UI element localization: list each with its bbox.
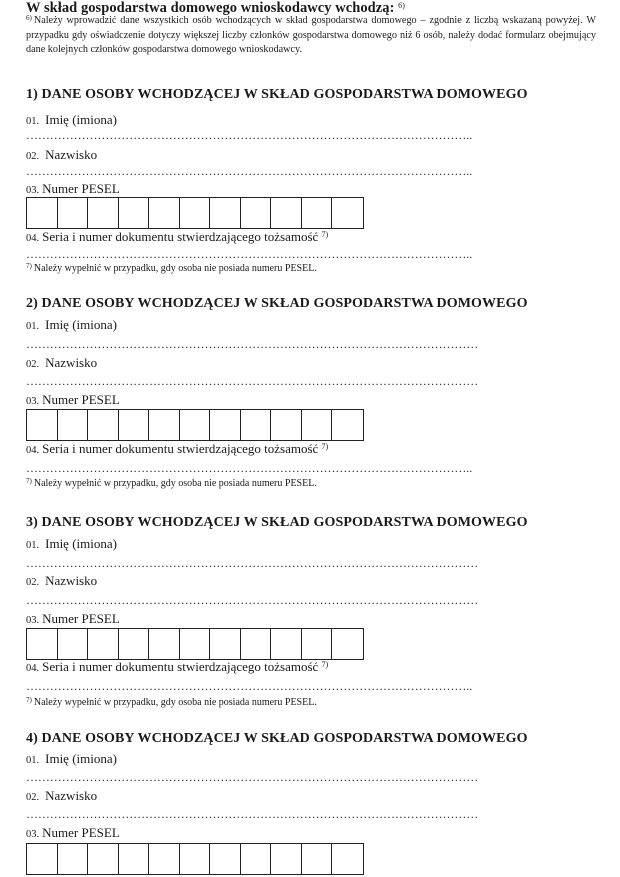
section-2-document-label: 04. Seria i numer dokumentu stwierdzającego tożsamość $^{7)}$ xyxy=(26,441,329,456)
form-heading: W skład gospodarstwa domowego wnioskodawcy wchodzą: $^{6)}$ xyxy=(26,0,405,16)
section-3-first-name-field[interactable]: …………………………………………………………………………………………………… xyxy=(26,556,479,570)
section-4-last-name-field[interactable]: …………………………………………………………………………………………………… xyxy=(26,807,479,821)
pesel-digit-box[interactable] xyxy=(27,198,58,228)
section-2-pesel-label: 03. Numer PESEL xyxy=(26,392,120,407)
pesel-digit-box[interactable] xyxy=(88,629,119,659)
section-4-first-name-field[interactable]: …………………………………………………………………………………………………… xyxy=(26,770,479,784)
pesel-digit-box[interactable] xyxy=(88,410,119,440)
pesel-digit-box[interactable] xyxy=(302,410,333,440)
section-1-pesel-label: 03. Numer PESEL xyxy=(26,181,120,196)
section-1-document-field[interactable]: ………………………………………………………………………………………………….. xyxy=(26,247,473,261)
pesel-digit-box[interactable] xyxy=(241,844,272,874)
section-3-document-label: 04. Seria i numer dokumentu stwierdzającego tożsamość $^{7)}$ xyxy=(26,659,329,674)
pesel-digit-box[interactable] xyxy=(149,198,180,228)
pesel-digit-box[interactable] xyxy=(271,629,302,659)
section-3-first-name-label: 01. Imię (imiona) xyxy=(26,536,117,551)
pesel-digit-box[interactable] xyxy=(119,844,150,874)
section-1-document-label: 04. Seria i numer dokumentu stwierdzającego tożsamość $^{7)}$ xyxy=(26,229,329,244)
section-1-last-name-field[interactable]: ………………………………………………………………………………………………….. xyxy=(26,164,473,178)
pesel-digit-box[interactable] xyxy=(149,410,180,440)
pesel-digit-box[interactable] xyxy=(332,844,363,874)
pesel-digit-box[interactable] xyxy=(271,844,302,874)
pesel-digit-box[interactable] xyxy=(302,629,333,659)
pesel-digit-box[interactable] xyxy=(27,844,58,874)
section-3-pesel-boxes[interactable] xyxy=(26,628,364,660)
section-3-footnote: $^{7)}$ Należy wypełnić w przypadku, gdy osoba nie posiada numeru PESEL. xyxy=(26,696,317,708)
pesel-digit-box[interactable] xyxy=(241,198,272,228)
section-3-last-name-label: 02. Nazwisko xyxy=(26,573,98,588)
pesel-digit-box[interactable] xyxy=(27,629,58,659)
pesel-digit-box[interactable] xyxy=(241,410,272,440)
pesel-digit-box[interactable] xyxy=(332,410,363,440)
section-3-title: 3) DANE OSOBY WCHODZĄCEJ W SKŁAD GOSPODARSTWA DOMOWEGO xyxy=(26,515,528,530)
pesel-digit-box[interactable] xyxy=(210,629,241,659)
pesel-digit-box[interactable] xyxy=(58,844,89,874)
section-3-document-field[interactable]: ………………………………………………………………………………………………….. xyxy=(26,679,473,693)
pesel-digit-box[interactable] xyxy=(119,410,150,440)
household-note: $^{6)}$ Należy wprowadzić dane wszystkich osób wchodzących w skład gospodarstwa domowego – zgodnie z liczbą wskazaną powyżej. W przypadku gdy oświadczenie dotyczy większej liczby członków gospodarstwa domowego niż 6 osób, należy dodać formularz obejmujący dane kolejnych członków gospodarstwa domowego wnioskodawcy. xyxy=(26,14,596,55)
section-2-last-name-field[interactable]: …………………………………………………………………………………………………… xyxy=(26,374,479,388)
section-2-footnote: $^{7)}$ Należy wypełnić w przypadku, gdy osoba nie posiada numeru PESEL. xyxy=(26,477,317,489)
pesel-digit-box[interactable] xyxy=(180,410,211,440)
section-4-pesel-boxes[interactable] xyxy=(26,843,364,875)
section-2-first-name-label: 01. Imię (imiona) xyxy=(26,317,117,332)
pesel-digit-box[interactable] xyxy=(88,844,119,874)
pesel-digit-box[interactable] xyxy=(88,198,119,228)
section-1-first-name-label: 01. Imię (imiona) xyxy=(26,112,117,127)
pesel-digit-box[interactable] xyxy=(210,410,241,440)
section-1-footnote: $^{7)}$ Należy wypełnić w przypadku, gdy osoba nie posiada numeru PESEL. xyxy=(26,262,317,274)
section-1-pesel-boxes[interactable] xyxy=(26,197,364,229)
section-4-pesel-label: 03. Numer PESEL xyxy=(26,825,120,840)
section-4-last-name-label: 02. Nazwisko xyxy=(26,788,98,803)
pesel-digit-box[interactable] xyxy=(27,410,58,440)
section-2-first-name-field[interactable]: …………………………………………………………………………………………………… xyxy=(26,337,479,351)
pesel-digit-box[interactable] xyxy=(210,844,241,874)
section-3-last-name-field[interactable]: …………………………………………………………………………………………………… xyxy=(26,593,479,607)
section-4-first-name-label: 01. Imię (imiona) xyxy=(26,751,117,766)
pesel-digit-box[interactable] xyxy=(149,629,180,659)
pesel-digit-box[interactable] xyxy=(149,844,180,874)
section-1-last-name-label: 02. Nazwisko xyxy=(26,147,98,162)
section-2-title: 2) DANE OSOBY WCHODZĄCEJ W SKŁAD GOSPODARSTWA DOMOWEGO xyxy=(26,296,528,311)
section-4-title: 4) DANE OSOBY WCHODZĄCEJ W SKŁAD GOSPODARSTWA DOMOWEGO xyxy=(26,731,528,746)
pesel-digit-box[interactable] xyxy=(332,198,363,228)
pesel-digit-box[interactable] xyxy=(180,629,211,659)
section-3-pesel-label: 03. Numer PESEL xyxy=(26,611,120,626)
pesel-digit-box[interactable] xyxy=(119,629,150,659)
pesel-digit-box[interactable] xyxy=(332,629,363,659)
pesel-digit-box[interactable] xyxy=(241,629,272,659)
pesel-digit-box[interactable] xyxy=(271,198,302,228)
pesel-digit-box[interactable] xyxy=(58,198,89,228)
section-2-document-field[interactable]: ………………………………………………………………………………………………….. xyxy=(26,461,473,475)
section-2-pesel-boxes[interactable] xyxy=(26,409,364,441)
section-1-first-name-field[interactable]: ………………………………………………………………………………………………….. xyxy=(26,128,473,142)
section-1-title: 1) DANE OSOBY WCHODZĄCEJ W SKŁAD GOSPODARSTWA DOMOWEGO xyxy=(26,87,528,102)
pesel-digit-box[interactable] xyxy=(271,410,302,440)
pesel-digit-box[interactable] xyxy=(180,198,211,228)
pesel-digit-box[interactable] xyxy=(302,844,333,874)
pesel-digit-box[interactable] xyxy=(119,198,150,228)
pesel-digit-box[interactable] xyxy=(210,198,241,228)
pesel-digit-box[interactable] xyxy=(302,198,333,228)
pesel-digit-box[interactable] xyxy=(58,629,89,659)
pesel-digit-box[interactable] xyxy=(58,410,89,440)
pesel-digit-box[interactable] xyxy=(180,844,211,874)
section-2-last-name-label: 02. Nazwisko xyxy=(26,355,98,370)
